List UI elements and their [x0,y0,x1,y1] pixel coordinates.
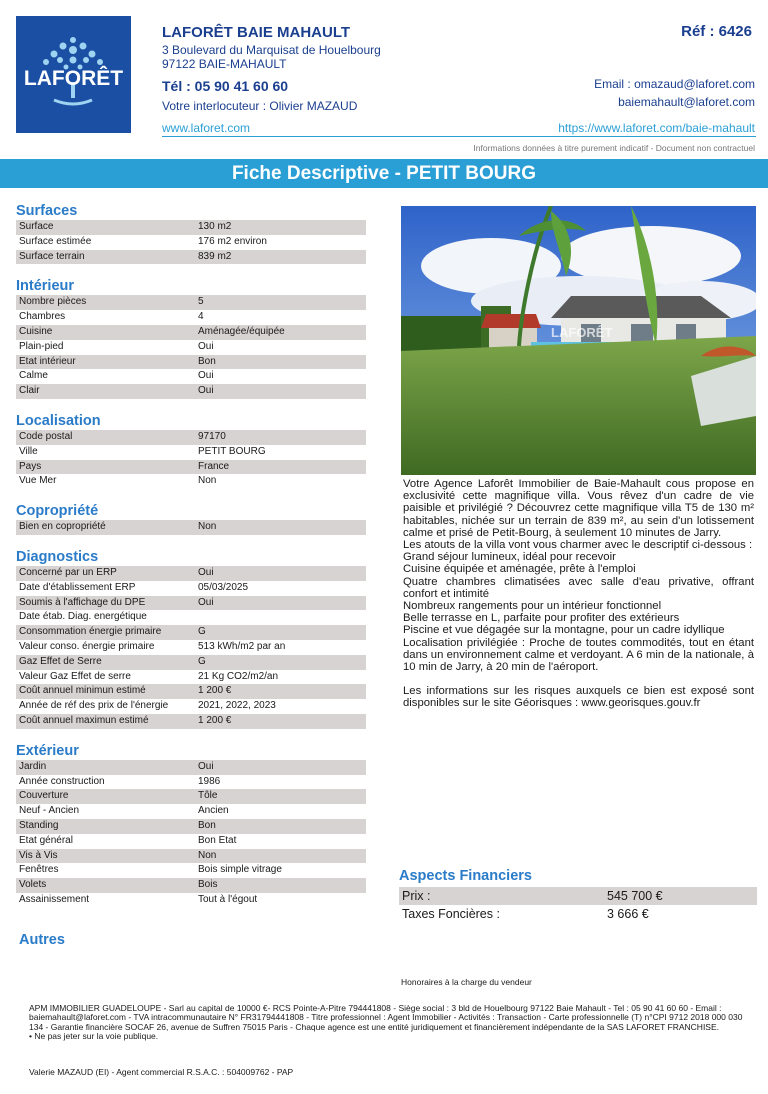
detail-label: Standing [19,819,59,831]
detail-label: Ville [19,445,38,457]
email2-link[interactable]: baiemahault@laforet.com [618,95,755,109]
detail-value: Bon [198,355,216,367]
detail-value: Aménagée/équipée [198,325,285,337]
legal-footer [29,1004,751,1042]
detail-value: 21 Kg CO2/m2/an [198,670,279,682]
rows-diagnostics [16,566,366,729]
detail-label: Bien en copropriété [19,521,106,533]
detail-value: Bois simple vitrage [198,864,282,876]
section-title-autres: Autres [19,932,65,948]
tax-value: 3 666 € [607,907,649,921]
detail-value: Oui [198,760,214,772]
description-atout: Grand séjour lumineux, idéal pour recevoir [403,551,616,564]
detail-value: Non [198,475,217,487]
detail-value: 1 200 € [198,714,232,726]
section-title-exterieur: Extérieur [16,742,79,759]
detail-value: 130 m2 [198,221,232,232]
property-description [403,478,754,710]
detail-row [16,684,366,699]
description-atout: Quatre chambres climatisées avec salle d'eau privative, offrant confort et intimité [403,575,754,600]
detail-label: Neuf - Ancien [19,805,80,817]
detail-label: Chambres [19,311,66,323]
detail-row [16,220,366,235]
detail-value: Oui [198,385,214,397]
detail-row [16,834,366,849]
description-atout: Belle terrasse en L, parfaite pour profiter des extérieurs [403,612,680,625]
detail-value: Oui [198,596,214,608]
detail-label: Clair [19,385,40,397]
detail-row [16,699,366,714]
detail-value: 97170 [198,430,226,442]
detail-value: Bois [198,879,218,891]
detail-value: Bon Etat [198,834,237,846]
legal-text: APM IMMOBILIER GUADELOUPE - Sarl au capital de 10000 €- RCS Pointe-A-Pitre 794441808 - Siège social : 3 bld de Houelbourg 97122 Baie Mahault - Tel : 05 90 41 60 60 - Email : baiemahault@laforet.com - TVA intracommunautaire N° FR31794441808 - Titre professionnel : Agent Immobilier - Activités : Transaction - Carte professionnelle (T) n°CPI 9712 2018 000 030 134 - Garantie financière SOCAF 26, avenue de Suffren 75015 Paris - Chaque agence est une entité juridiquement et financièrement indépendante de la SAS LAFORET FRANCHISE. [29,1003,743,1032]
detail-row [16,655,366,670]
detail-label: Volets [19,879,47,891]
detail-label: Date d'établissement ERP [19,581,136,593]
rows-localisation [16,430,366,489]
title-bar [0,159,768,188]
tree-logo-icon [16,16,131,133]
detail-label: Surface terrain [19,250,85,262]
rows-surfaces [16,220,366,264]
laforet-logo [16,16,131,133]
rows-exterieur [16,760,366,908]
detail-label: Valeur conso. énergie primaire [19,640,155,652]
detail-row [16,714,366,729]
detail-value: 1 200 € [198,685,232,697]
tax-row [399,905,757,923]
description-risques: Les informations sur les risques auxquels ce bien est exposé sont disponibles sur le site Géorisques : www.georisques.gouv.fr [403,685,754,710]
detail-row [16,581,366,596]
section-title-localisation: Localisation [16,412,101,429]
detail-label: Pays [19,460,42,472]
description-atout: Nombreux rangements pour un intérieur fonctionnel [403,600,662,613]
detail-value: 2021, 2022, 2023 [198,700,276,712]
detail-value: Tôle [198,790,218,802]
detail-row [16,625,366,640]
detail-value: Ancien [198,805,229,817]
detail-label: Année construction [19,775,105,787]
tax-label: Taxes Foncières : [402,907,500,921]
detail-row [16,250,366,265]
detail-row [16,775,366,790]
agency-name: LAFORÊT BAIE MAHAULT [162,24,351,41]
detail-label: Soumis à l'affichage du DPE [19,596,146,608]
detail-label: Calme [19,370,48,382]
detail-value: Tout à l'égout [198,893,258,905]
detail-value: Non [198,849,217,861]
detail-row [16,596,366,611]
financial-table [399,887,757,923]
agency-address-line2: 97122 BAIE-MAHAULT [162,57,287,71]
detail-label: Gaz Effet de Serre [19,655,102,667]
detail-value: Oui [198,370,214,382]
agency-url-link[interactable]: https://www.laforet.com/baie-mahault [558,121,755,135]
detail-row [16,310,366,325]
rows-interieur [16,295,366,399]
financial-title: Aspects Financiers [399,868,532,884]
agency-info [162,24,381,113]
detail-label: Surface estimée [19,235,92,247]
section-title-copropriete: Copropriété [16,503,99,520]
detail-value: Non [198,521,217,533]
detail-label: Valeur Gaz Effet de serre [19,670,131,682]
detail-value: 5 [198,296,204,308]
description-atout: Localisation privilégiée : Proche de toutes commodités, tout en étant dans un environnement calme et verdoyant. A 6 min de la nationale, à 10 min de Jarry, à 20 min de l'aéroport. [403,636,754,674]
detail-row [16,384,366,399]
detail-row [16,295,366,310]
detail-value: Bon [198,819,216,831]
detail-row [16,849,366,864]
detail-label: Code postal [19,430,73,442]
price-value: 545 700 € [607,889,663,903]
detail-row [16,863,366,878]
detail-row [16,610,366,625]
detail-row [16,430,366,445]
detail-row [16,460,366,475]
detail-value: Oui [198,566,214,578]
detail-label: Etat intérieur [19,355,76,367]
detail-row [16,355,366,370]
detail-row [16,520,366,535]
detail-label: Jardin [19,760,47,772]
detail-label: Etat général [19,834,73,846]
reference-number: Réf : 6426 [681,23,752,40]
detail-label: Coût annuel maximun estimé [19,714,149,726]
email-link[interactable]: Email : omazaud@laforet.com [594,77,755,91]
detail-label: Consommation énergie primaire [19,626,162,638]
detail-row [16,878,366,893]
detail-value: 4 [198,311,204,323]
description-atouts-intro: Les atouts de la villa vont vous charmer avec le descriptif ci-dessous : [403,539,753,552]
detail-label: Plain-pied [19,340,64,352]
detail-label: Nombre pièces [19,296,87,308]
agency-phone: Tél : 05 90 41 60 60 [162,78,289,94]
section-title-interieur: Intérieur [16,278,75,295]
detail-label: Coût annuel minimun estimé [19,685,146,697]
detail-row [16,804,366,819]
detail-value: PETIT BOURG [198,445,266,457]
price-label: Prix : [402,889,431,903]
detail-label: Concerné par un ERP [19,566,117,578]
detail-row [16,893,366,908]
header-divider [162,136,756,137]
detail-value: France [198,460,230,472]
section-title-surfaces: Surfaces [16,203,78,219]
honoraires-note: Honoraires à la charge du vendeur [401,977,532,987]
price-row [399,887,757,905]
detail-label: Surface [19,221,54,232]
description-atout: Piscine et vue dégagée sur la montagne, pour un cadre idyllique [403,624,725,637]
detail-row [16,760,366,775]
page-title: Fiche Descriptive - PETIT BOURG [231,162,537,184]
description-atout: Cuisine équipée et aménagée, prête à l'emploi [403,563,636,576]
detail-value: 513 kWh/m2 par an [198,640,286,652]
detail-label: Fenêtres [19,864,59,876]
agency-website-link[interactable]: www.laforet.com [162,121,251,135]
detail-label: Assainissement [19,893,90,905]
detail-row [16,369,366,384]
detail-value: 176 m2 environ [198,235,267,247]
detail-row [16,445,366,460]
detail-value: G [198,626,206,638]
detail-row [16,340,366,355]
agent-info: Valerie MAZAUD (EI) - Agent commercial R.S.A.C. : 504009762 - PAP [29,1067,294,1077]
property-details [16,203,366,922]
detail-value: 839 m2 [198,250,232,262]
svg-text:LAFORÊT: LAFORÊT [23,67,124,90]
detail-label: Couverture [19,790,69,802]
legal-note: • Ne pas jeter sur la voie publique. [29,1031,159,1042]
detail-value: 05/03/2025 [198,581,249,593]
agency-address-line1: 3 Boulevard du Marquisat de Houelbourg [162,43,381,57]
detail-row [16,640,366,655]
detail-label: Date étab. Diag. energétique [19,611,147,623]
photo-watermark: LAFORÊT [551,325,613,340]
detail-row [16,670,366,685]
detail-value: 1986 [198,775,221,787]
disclaimer: Informations données à titre purement indicatif - Document non contractuel [473,143,755,153]
detail-label: Année de réf des prix de l'énergie [19,700,169,712]
detail-row [16,819,366,834]
detail-row [16,325,366,340]
rows-copropriete [16,520,366,535]
detail-row [16,235,366,250]
detail-row [16,789,366,804]
detail-value [198,610,366,625]
property-photo [401,206,756,475]
detail-value: G [198,655,206,667]
agency-contact: Votre interlocuteur : Olivier MAZAUD [162,99,358,113]
detail-value: Oui [198,340,214,352]
section-title-diagnostics: Diagnostics [16,548,99,565]
detail-label: Vue Mer [19,475,57,487]
description-intro: Votre Agence Laforêt Immobilier de Baie-Mahault cous propose en exclusivité cette magnifique villa. Vous rêvez d'un cadre de vie paisible et privilégié ? Découvrez cette magnifique villa T5 de 130 m² habitables, nichée sur un terrain de 839 m², au sein d'un lotissement calme et prisé de Petit-Bourg, à seulement 10 minutes de Jarry. [403,478,754,539]
detail-label: Cuisine [19,325,53,337]
detail-row [16,474,366,489]
detail-row [16,566,366,581]
detail-label: Vis à Vis [19,849,58,861]
